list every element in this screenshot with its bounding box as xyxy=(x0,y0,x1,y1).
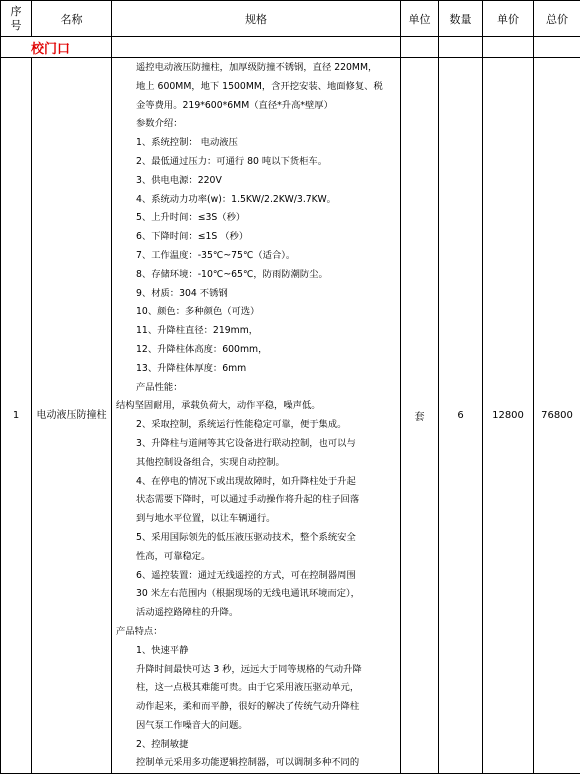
spec-line: 状态需要下降时，可以通过手动操作将升起的柱子回落 xyxy=(116,491,398,510)
spec-line: 动作起来，柔和而平静，很好的解决了传统气动升降柱 xyxy=(116,698,398,717)
section-empty-cell xyxy=(483,37,534,58)
section-empty-cell xyxy=(112,37,401,58)
row-index: 1 xyxy=(1,58,32,774)
spec-line: 6、下降时间：≤1S （秒） xyxy=(116,228,398,247)
spec-line: 12、升降柱体高度：600mm， xyxy=(116,341,398,360)
spec-line: 柱，这一点极其难能可贵。由于它采用液压驱动单元， xyxy=(116,679,398,698)
spec-line: 11、升降柱直径：219mm， xyxy=(116,322,398,341)
spec-line: 5、上升时间：≤3S（秒） xyxy=(116,209,398,228)
spec-line: 7、工作温度：-35℃~75℃（适合）。 xyxy=(116,247,398,266)
table-row xyxy=(1,58,580,774)
spec-line: 9、材质：304 不锈钢 xyxy=(116,285,398,304)
header-name: 名称 xyxy=(32,1,112,37)
row-total: 76800 xyxy=(534,58,580,774)
header-total: 总价 xyxy=(534,1,580,37)
row-spec xyxy=(112,58,401,774)
row-price: 12800 xyxy=(483,58,534,774)
spec-line: 4、系统动力功率(w)：1.5KW/2.2KW/3.7KW。 xyxy=(116,191,398,210)
spec-line: 5、采用国际领先的低压液压驱动技术，整个系统安全 xyxy=(116,529,398,548)
section-empty-cell xyxy=(534,37,580,58)
spec-line: 10、颜色：多种颜色（可选） xyxy=(116,303,398,322)
header-qty: 数量 xyxy=(439,1,483,37)
spec-line: 1、快速平静 xyxy=(116,642,398,661)
spec-line: 活动遥控路障柱的升降。 xyxy=(116,604,398,623)
spec-line: 2、最低通过压力：可通行 80 吨以下货柜车。 xyxy=(116,153,398,172)
spec-line: 性高，可靠稳定。 xyxy=(116,548,398,567)
spec-line: 1、系统控制： 电动液压 xyxy=(116,134,398,153)
header-price: 单价 xyxy=(483,1,534,37)
spec-line: 产品特点： xyxy=(116,623,398,642)
spec-line: 参数介绍： xyxy=(116,115,398,134)
spec-line: 到与地水平位置，以让车辆通行。 xyxy=(116,510,398,529)
spec-line: 产品性能： xyxy=(116,379,398,398)
spec-line: 其他控制设备组合，实现自动控制。 xyxy=(116,454,398,473)
spec-line: 8、存储环境：-10℃~65℃，防雨防潮防尘。 xyxy=(116,266,398,285)
row-unit: 套 xyxy=(401,58,439,774)
section-row xyxy=(1,37,580,58)
spec-line: 升降时间最快可达 3 秒，远远大于同等规格的气动升降 xyxy=(116,661,398,680)
section-empty-cell xyxy=(401,37,439,58)
section-label: 校门口 xyxy=(1,37,112,58)
spec-line: 遥控电动液压防撞柱，加厚级防撞不锈钢，直径 220MM， xyxy=(116,59,398,78)
spec-line: 2、控制敏捷 xyxy=(116,736,398,755)
row-name: 电动液压防撞柱 xyxy=(32,58,112,774)
spec-line: 因气泵工作噪音大的问题。 xyxy=(116,717,398,736)
spec-line: 控制单元采用多功能逻辑控制器，可以调制多种不同的 xyxy=(116,754,398,773)
header-row xyxy=(1,1,580,37)
spec-line: 地上 600MM，地下 1500MM，含开挖安装、地面修复、税 xyxy=(116,78,398,97)
spec-line: 2、采取控制，系统运行性能稳定可靠，便于集成。 xyxy=(116,416,398,435)
header-spec: 规格 xyxy=(112,1,401,37)
spec-line: 金等费用。219*600*6MM（直径*升高*壁厚） xyxy=(116,97,398,116)
spec-line: 结构坚固耐用，承载负荷大，动作平稳，噪声低。 xyxy=(116,397,398,416)
spec-line: 4、在停电的情况下或出现故障时，如升降柱处于升起 xyxy=(116,473,398,492)
header-index: 序 号 xyxy=(1,1,32,37)
spec-line: 6、遥控装置：通过无线遥控的方式，可在控制器周围 xyxy=(116,567,398,586)
spec-line: 3、供电电源：220V xyxy=(116,172,398,191)
section-empty-cell xyxy=(439,37,483,58)
header-unit: 单位 xyxy=(401,1,439,37)
row-qty: 6 xyxy=(439,58,483,774)
spec-line: 13、升降柱体厚度：6mm xyxy=(116,360,398,379)
spec-line: 3、升降柱与道闸等其它设备进行联动控制，也可以与 xyxy=(116,435,398,454)
spec-line: 30 米左右范围内（根据现场的无线电通讯环境而定）， xyxy=(116,585,398,604)
